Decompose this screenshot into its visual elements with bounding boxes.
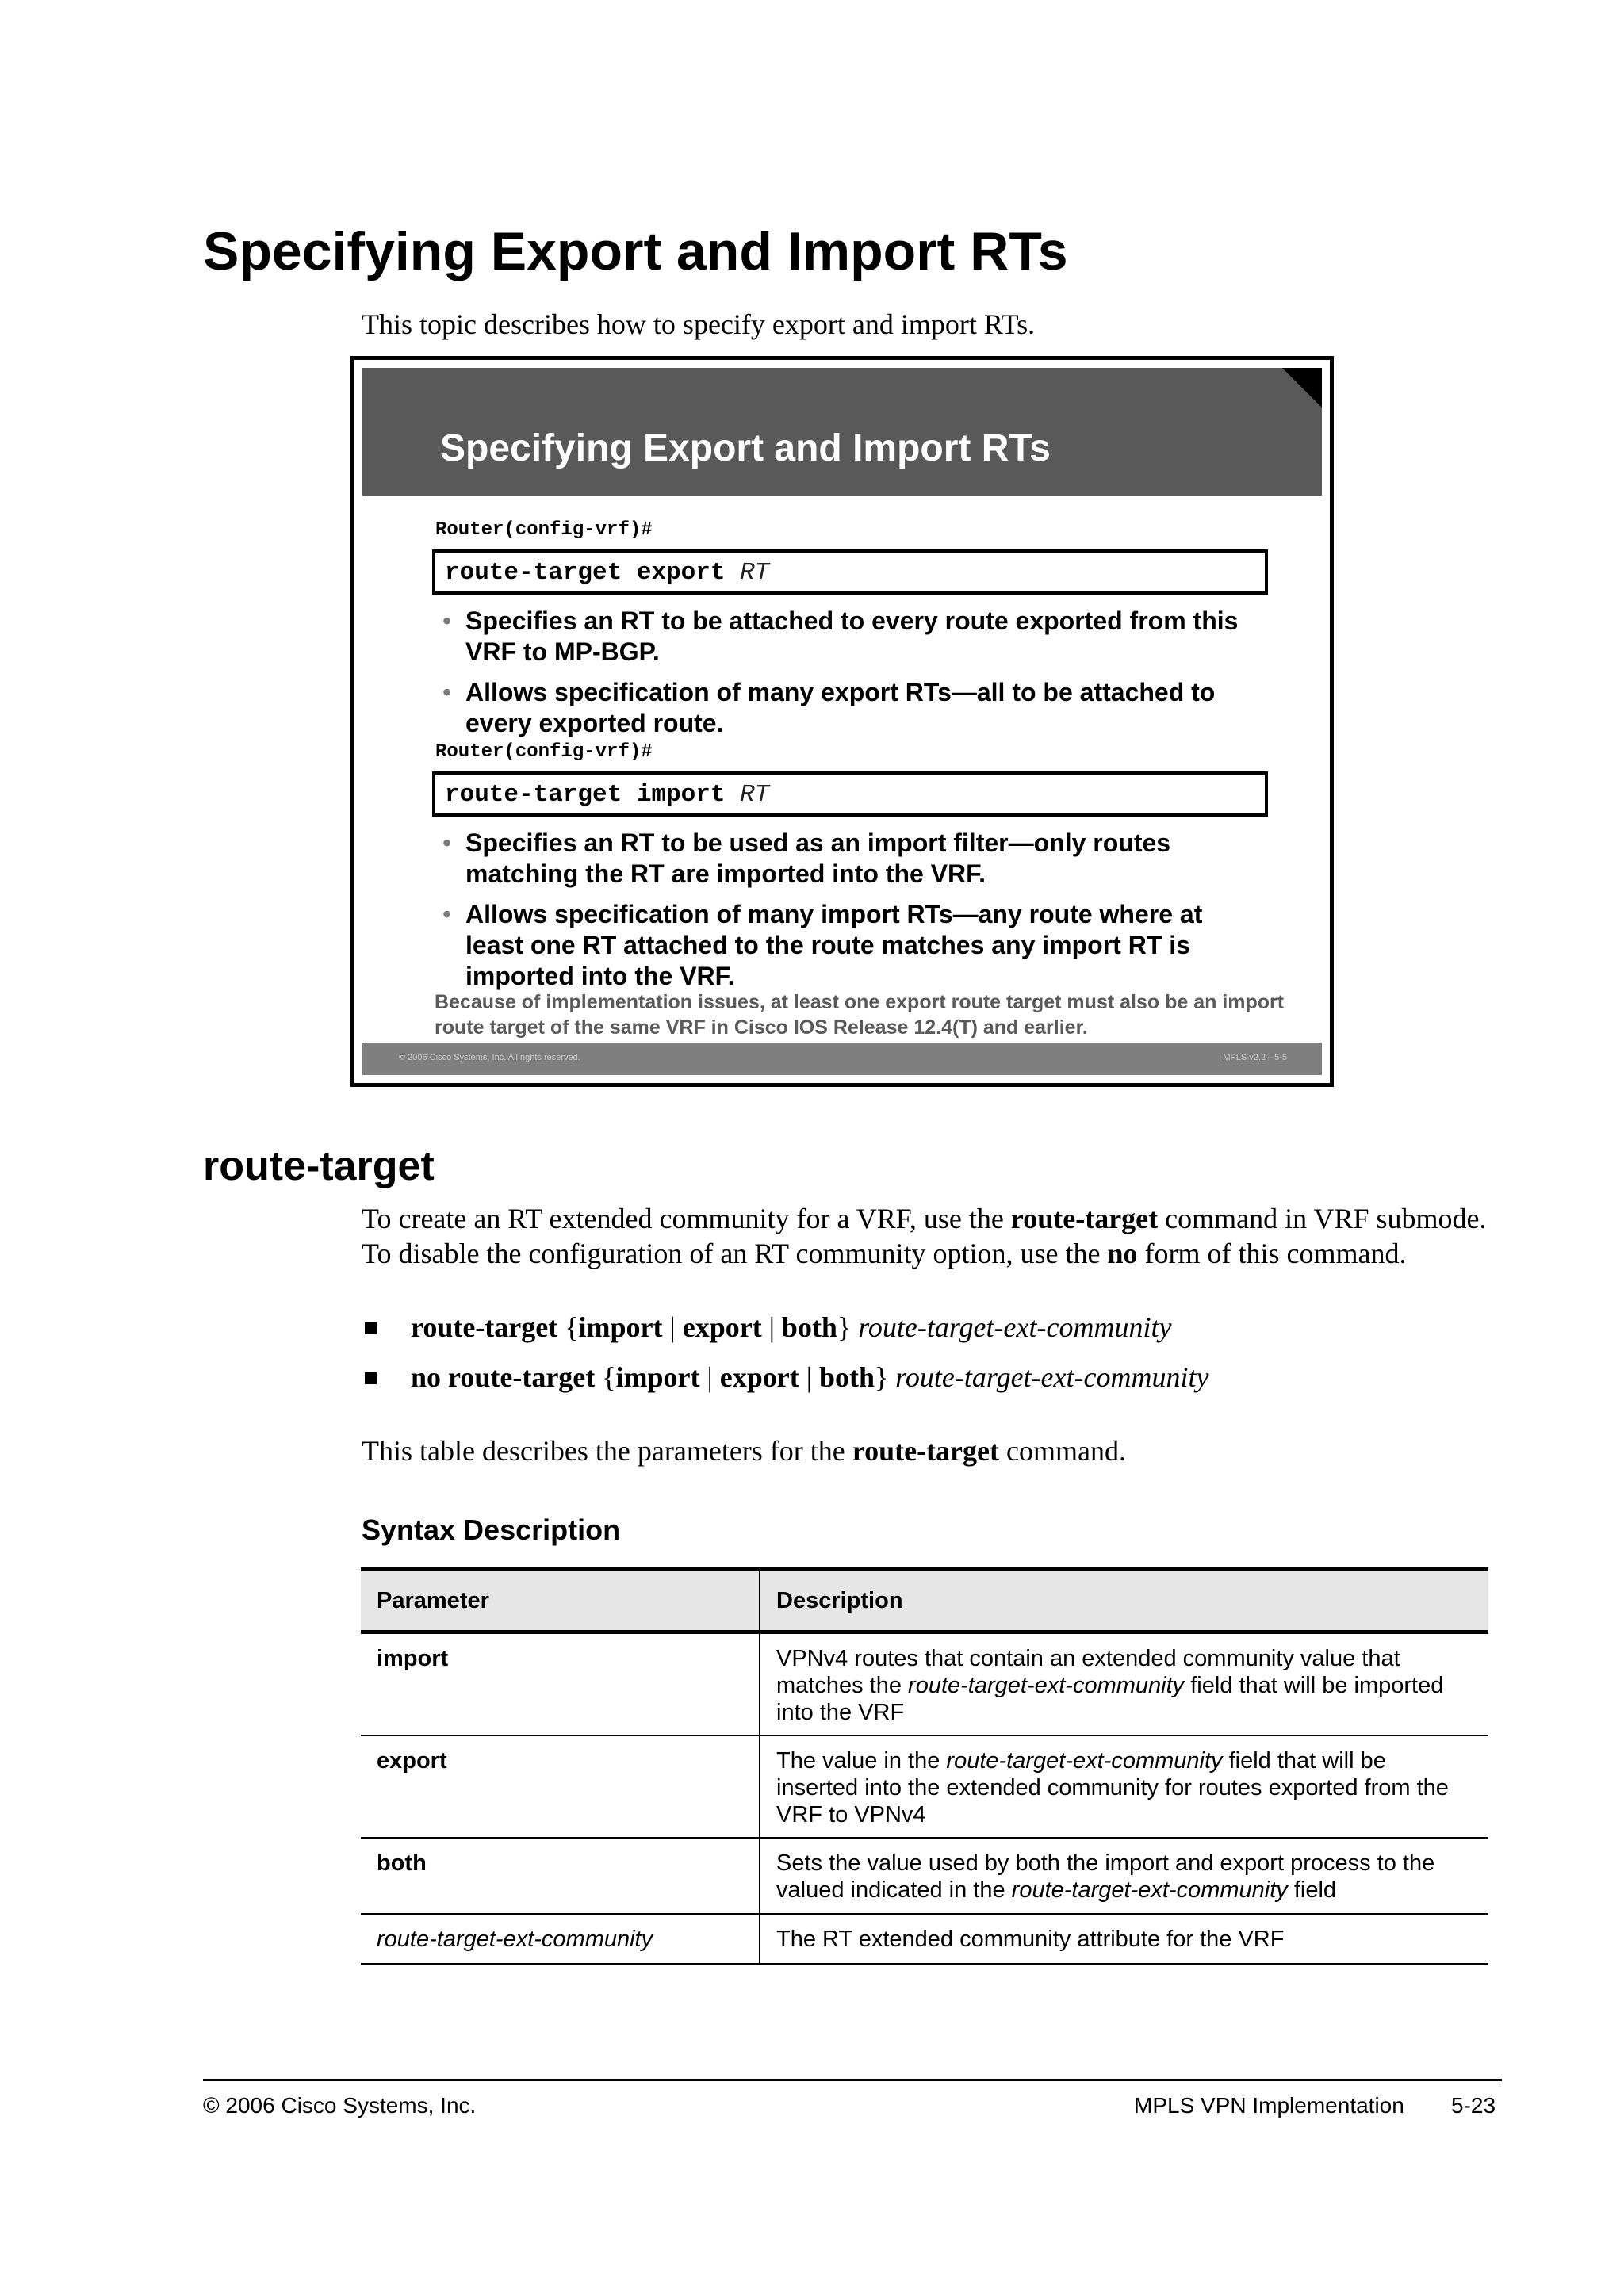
- square-bullet-icon: [365, 1372, 377, 1384]
- keyword-no: no: [1107, 1238, 1138, 1269]
- table-header-row: [361, 1570, 1488, 1632]
- export-bullet-2: [442, 677, 1258, 739]
- router-prompt-export: Router(config-vrf)#: [435, 519, 653, 541]
- text-run: field that will be inserted into the extended community for routes exported from the VRF to VPNv4: [776, 1748, 1449, 1827]
- text-run: VPNv4 routes that contain an extended community value that matches the: [776, 1646, 1400, 1698]
- export-command-box: [432, 549, 1268, 595]
- column-header-description: Description: [760, 1570, 1488, 1632]
- footer-copyright: © 2006 Cisco Systems, Inc.: [203, 2093, 477, 2118]
- column-header-parameter: Parameter: [361, 1570, 760, 1632]
- slide-note: Because of implementation issues, at least one export route target must also be an import route target of the same VRF in Cisco IOS Release 12.4(T) and earlier.: [435, 991, 1285, 1039]
- slide-corner-fold: [1282, 368, 1322, 408]
- syntax-brace: }: [837, 1311, 859, 1343]
- syntax-option-import: import: [615, 1361, 700, 1393]
- router-prompt-import: Router(config-vrf)#: [435, 741, 653, 763]
- import-command-keyword: route-target import: [445, 781, 726, 809]
- slide-content: [362, 368, 1322, 1075]
- command-name: route-target: [1010, 1203, 1159, 1234]
- bullet-dot-icon: •: [442, 678, 452, 706]
- description-cell: [760, 1632, 1488, 1736]
- text-run: field: [1287, 1877, 1337, 1903]
- page-title: Specifying Export and Import RTs: [203, 221, 1068, 281]
- slide-figure: [350, 356, 1334, 1087]
- export-command-arg: RT: [740, 559, 770, 587]
- square-bullet-icon: [365, 1322, 377, 1334]
- bullet-dot-icon: •: [442, 607, 452, 635]
- slide-footer: [362, 1043, 1322, 1075]
- syntax-option-export: export: [719, 1361, 799, 1393]
- syntax-separator: |: [699, 1361, 720, 1393]
- syntax-option-both: both: [818, 1361, 875, 1393]
- import-command-box: [432, 771, 1268, 817]
- syntax-description-heading: Syntax Description: [362, 1513, 621, 1546]
- import-command-arg: RT: [740, 781, 770, 809]
- syntax-separator: |: [799, 1361, 819, 1393]
- syntax-option-both: both: [781, 1311, 837, 1343]
- param-cell: [361, 1632, 760, 1736]
- param-cell: [361, 1838, 760, 1914]
- description-cell: [760, 1735, 1488, 1838]
- footer-page-number: 5-23: [1451, 2093, 1496, 2118]
- slide-title: Specifying Export and Import RTs: [440, 427, 1051, 469]
- slide-code: MPLS v2.2—5-5: [1223, 1053, 1287, 1062]
- export-bullet-1: [442, 606, 1258, 668]
- text-run: To create an RT extended community for a VRF, use the: [362, 1203, 1011, 1234]
- param-name: export: [377, 1748, 447, 1774]
- slide-copyright: © 2006 Cisco Systems, Inc. All rights reserved.: [399, 1053, 580, 1062]
- syntax-brace: {: [595, 1361, 616, 1393]
- table-row: [361, 1914, 1488, 1964]
- section-heading: route-target: [203, 1143, 435, 1189]
- table-row: [361, 1838, 1488, 1914]
- param-name: both: [377, 1850, 427, 1876]
- syntax-argument: route-target-ext-community: [858, 1311, 1172, 1343]
- syntax-brace: {: [557, 1311, 579, 1343]
- bullet-dot-icon: •: [442, 828, 452, 857]
- param-cell: [361, 1735, 760, 1838]
- syntax-argument: route-target-ext-community: [895, 1361, 1209, 1393]
- syntax-line-1: [411, 1310, 1171, 1345]
- text-run: field that will be imported into the VRF: [776, 1673, 1444, 1725]
- syntax-description-table: [361, 1567, 1488, 1965]
- description-cell: [760, 1838, 1488, 1914]
- syntax-line-2: [411, 1360, 1208, 1395]
- italic-term: route-target-ext-community: [908, 1673, 1185, 1698]
- table-row: [361, 1735, 1488, 1838]
- import-bullet-2: [442, 899, 1258, 992]
- route-target-description: [362, 1201, 1488, 1271]
- text-run: command.: [999, 1435, 1126, 1467]
- text-run: The value in the: [776, 1748, 947, 1774]
- syntax-brace: }: [874, 1361, 896, 1393]
- table-intro: [362, 1433, 1488, 1468]
- syntax-separator: |: [761, 1311, 782, 1343]
- bullet-text: Specifies an RT to be used as an import filter—only routes matching the RT are imported into the VRF.: [465, 828, 1171, 888]
- description-cell: The RT extended community attribute for the VRF: [760, 1914, 1488, 1964]
- footer-course-title: MPLS VPN Implementation: [1134, 2093, 1404, 2118]
- command-name: route-target: [852, 1435, 999, 1467]
- bullet-text: Specifies an RT to be attached to every route exported from this VRF to MP-BGP.: [465, 607, 1239, 666]
- table-row: [361, 1632, 1488, 1736]
- syntax-option-export: export: [682, 1311, 762, 1343]
- param-name: route-target-ext-community: [377, 1927, 653, 1952]
- import-bullet-1: [442, 828, 1258, 890]
- syntax-separator: |: [662, 1311, 683, 1343]
- footer-divider: [203, 2079, 1502, 2081]
- text-run: This table describes the parameters for the: [362, 1435, 852, 1467]
- syntax-option-import: import: [578, 1311, 663, 1343]
- text-run: Sets the value used by both the import and export process to the valued indicated in the: [776, 1850, 1435, 1903]
- text-run: command in VRF submode. To disable the configuration of an RT community option, use the: [362, 1203, 1487, 1269]
- slide-header: [362, 368, 1322, 496]
- italic-term: route-target-ext-community: [946, 1748, 1223, 1774]
- text-run: form of this command.: [1137, 1238, 1407, 1269]
- syntax-command: route-target: [411, 1311, 558, 1343]
- bullet-dot-icon: •: [442, 900, 452, 928]
- italic-term: route-target-ext-community: [1011, 1877, 1288, 1903]
- export-command-keyword: route-target export: [445, 559, 726, 587]
- intro-text: This topic describes how to specify export and import RTs.: [362, 308, 1036, 340]
- param-name: import: [377, 1646, 449, 1671]
- bullet-text: Allows specification of many import RTs—any route where at least one RT attached to the route matches any import RT is imported into the VRF.: [465, 900, 1203, 990]
- syntax-command: no route-target: [411, 1361, 596, 1393]
- param-cell: [361, 1914, 760, 1964]
- bullet-text: Allows specification of many export RTs—all to be attached to every exported route.: [465, 678, 1216, 737]
